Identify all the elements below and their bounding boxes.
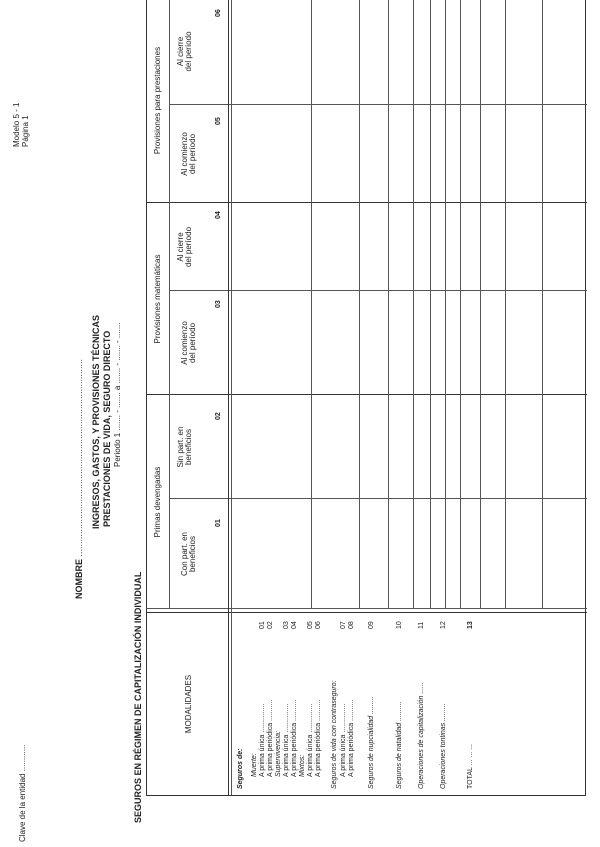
row-label-06: A prima periódica ........... — [315, 699, 322, 777]
header-bottom-line — [228, 0, 229, 795]
row-line — [460, 0, 461, 609]
group-header-line — [169, 0, 170, 609]
row-label-12: Operaciones tontinas ......... — [440, 703, 447, 789]
col-code-05: 05 — [215, 117, 222, 125]
row-code-05: 05 — [307, 621, 314, 629]
row-code-03: 03 — [283, 621, 290, 629]
row-code-07: 07 — [340, 621, 347, 629]
col-header-04 — [177, 203, 194, 291]
entity-key-label: Clave de la entidad ............ — [18, 744, 27, 842]
divider-group-1 — [147, 394, 587, 395]
row-label-01: A prima única ............... — [259, 703, 266, 777]
row-label-10: Seguros de natalidad .......... — [396, 701, 403, 789]
col-code-02: 02 — [215, 412, 222, 420]
form-table — [146, 0, 586, 796]
row-line — [430, 0, 431, 609]
col-code-04: 04 — [215, 211, 222, 219]
group-prov-prest: Provisiones para prestaciones — [153, 46, 162, 155]
name-label-text: NOMBRE — [74, 559, 84, 599]
row-code-13: 13 — [467, 621, 474, 629]
row-label-04: A prima periódica ........... — [291, 699, 298, 777]
name-label — [74, 359, 84, 599]
row-label-05: A prima única ............... — [307, 703, 314, 777]
row-label-09: Seguros de nupcialidad ......... — [368, 696, 375, 789]
row-line — [388, 0, 389, 609]
row-mixtos: Mixtos: — [299, 754, 306, 777]
col-header-05 — [181, 105, 198, 203]
group-primas: Primas devengadas — [153, 466, 162, 538]
row-code-06: 06 — [315, 621, 322, 629]
col-header-05-l1: Al comienzo — [180, 132, 189, 176]
col-header-02-l2: beneficios — [184, 428, 194, 466]
col-header-03-l1: Al comienzo — [180, 321, 189, 365]
row-code-04: 04 — [291, 621, 298, 629]
row-label-08: A prima periódica ........... — [348, 699, 355, 777]
row-seguros-de: Seguros de: — [237, 748, 244, 789]
col-header-04-l2: del período — [184, 226, 194, 268]
title-line2: PRESTACIONES DE VIDA, SEGURO DIRECTO — [102, 330, 112, 527]
row-line — [311, 0, 312, 609]
col-header-03 — [181, 291, 198, 395]
row-line — [505, 0, 506, 609]
model-label — [12, 103, 30, 147]
row-contraseguro: Seguros de vida con contraseguro: — [331, 680, 338, 789]
row-supervivencia: Supervivencia: — [275, 731, 282, 777]
row-line — [480, 0, 481, 609]
header-bottom-line-double — [231, 0, 232, 795]
row-code-02: 02 — [267, 621, 274, 629]
col-header-01-l2: beneficios — [188, 535, 198, 573]
row-code-10: 10 — [396, 621, 403, 629]
col-header-06 — [177, 0, 194, 105]
col-header-01 — [181, 499, 198, 609]
col-code-01: 01 — [215, 519, 222, 527]
col-header-05-l2: del período — [188, 133, 198, 175]
col-header-02-l1: Sin part. en — [176, 426, 185, 468]
row-label-07: A prima única ............... — [340, 703, 347, 777]
row-line — [445, 0, 446, 609]
row-line — [413, 0, 414, 609]
row-line — [359, 0, 360, 609]
row-code-12: 12 — [440, 621, 447, 629]
col-header-02 — [177, 395, 194, 499]
col-code-06: 06 — [215, 9, 222, 17]
name-dots: ............................................................................... — [74, 358, 84, 557]
col-header-04-l1: Al cierre — [176, 232, 185, 262]
row-muerte: Muerte: — [251, 753, 258, 777]
section-title: SEGUROS EN RÉGIMEN DE CAPITALIZACIÓN INDIVIDUAL — [133, 571, 143, 823]
row-code-08: 08 — [348, 621, 355, 629]
model-number: Modelo 5 - 1 — [12, 102, 21, 147]
group-prov-mat: Provisiones matemáticas — [153, 254, 162, 344]
row-line — [542, 0, 543, 609]
col-code-03: 03 — [215, 300, 222, 308]
col-header-03-l2: del período — [188, 322, 198, 364]
row-code-09: 09 — [368, 621, 375, 629]
title-line1: INGRESOS, GASTOS, Y PROVISIONES TÉCNICAS — [91, 314, 101, 529]
divider-group-2 — [147, 202, 587, 203]
row-code-01: 01 — [259, 621, 266, 629]
row-code-11: 11 — [418, 621, 425, 629]
col-header-06-l2: del período — [184, 31, 194, 72]
col-header-01-l1: Con part. en — [180, 531, 189, 577]
modalidades-header: MODALIDADES — [184, 674, 193, 734]
divider-modalidades — [147, 612, 587, 613]
col-header-06-l1: Al cierre — [176, 36, 185, 67]
row-label-03: A prima única ............... — [283, 703, 290, 777]
row-label-02: A prima periódica ........... — [267, 699, 274, 777]
page-number: Página 1 — [21, 115, 30, 147]
period-line: Periodo 1 ....... - ....... a ....... - ....... - ....... — [113, 322, 122, 467]
row-label-11: Operaciones de capitalización ...... — [418, 681, 425, 789]
divider-modalidades-double — [147, 608, 587, 609]
row-label-13: TOTAL ... ... ... — [467, 744, 474, 789]
